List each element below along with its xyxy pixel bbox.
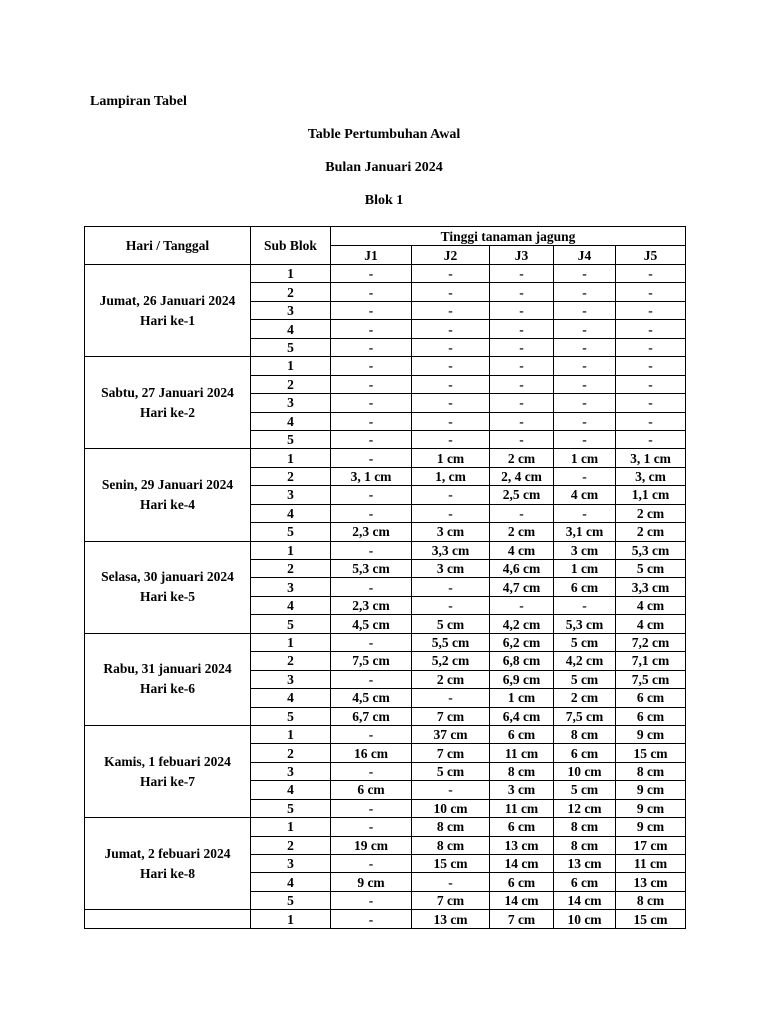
- sub-block-cell: 2: [251, 652, 331, 670]
- sub-block-cell: 3: [251, 670, 331, 688]
- col-header-day: Hari / Tanggal: [85, 227, 251, 265]
- sub-block-cell: 2: [251, 836, 331, 854]
- height-cell: -: [554, 467, 616, 485]
- day-cell: [85, 725, 251, 817]
- sub-block-cell: 1: [251, 541, 331, 559]
- height-cell: 14 cm: [490, 891, 554, 909]
- height-cell: -: [331, 891, 412, 909]
- height-cell: 6 cm: [490, 873, 554, 891]
- day-cell: [85, 541, 251, 633]
- height-cell: -: [412, 394, 490, 412]
- height-cell: 7,5 cm: [331, 652, 412, 670]
- height-cell: 6 cm: [490, 818, 554, 836]
- height-cell: -: [412, 689, 490, 707]
- height-cell: -: [412, 320, 490, 338]
- height-cell: 5 cm: [412, 615, 490, 633]
- height-cell: 2,3 cm: [331, 523, 412, 541]
- height-cell: 6,7 cm: [331, 707, 412, 725]
- day-number: Hari ke-1: [139, 312, 196, 328]
- height-cell: 2 cm: [554, 689, 616, 707]
- table-title: Table Pertumbuhan Awal: [307, 127, 461, 142]
- height-cell: 14 cm: [554, 891, 616, 909]
- table-row: [85, 541, 686, 559]
- height-cell: 6,8 cm: [490, 652, 554, 670]
- day-date: Selasa, 30 januari 2024: [101, 569, 234, 585]
- day-date: Sabtu, 27 Januari 2024: [101, 384, 234, 400]
- height-cell: 19 cm: [331, 836, 412, 854]
- height-cell: 3,1 cm: [554, 523, 616, 541]
- height-cell: 7,2 cm: [616, 633, 686, 651]
- height-cell: 7,5 cm: [554, 707, 616, 725]
- table-row: [85, 633, 686, 651]
- height-cell: -: [331, 725, 412, 743]
- day-cell: [85, 449, 251, 541]
- height-cell: 7,1 cm: [616, 652, 686, 670]
- height-cell: 5 cm: [554, 633, 616, 651]
- height-cell: -: [554, 320, 616, 338]
- height-cell: -: [490, 265, 554, 283]
- height-cell: -: [490, 338, 554, 356]
- height-cell: 2, 4 cm: [490, 467, 554, 485]
- sub-block-cell: 1: [251, 449, 331, 467]
- height-cell: 4 cm: [554, 486, 616, 504]
- sub-block-cell: 2: [251, 744, 331, 762]
- height-cell: 4 cm: [490, 541, 554, 559]
- table-row: [85, 725, 686, 743]
- height-cell: -: [331, 320, 412, 338]
- height-cell: 2 cm: [616, 504, 686, 522]
- height-cell: 8 cm: [554, 818, 616, 836]
- height-cell: -: [412, 265, 490, 283]
- height-cell: -: [331, 541, 412, 559]
- table-block: Blok 1: [364, 193, 404, 208]
- day-cell: [85, 910, 251, 928]
- height-cell: 15 cm: [616, 744, 686, 762]
- height-cell: 6 cm: [554, 873, 616, 891]
- height-cell: -: [616, 375, 686, 393]
- height-cell: -: [554, 394, 616, 412]
- height-cell: -: [490, 394, 554, 412]
- height-cell: 3 cm: [412, 560, 490, 578]
- height-cell: -: [412, 283, 490, 301]
- height-cell: -: [412, 504, 490, 522]
- height-cell: 6 cm: [331, 781, 412, 799]
- day-cell: [85, 818, 251, 910]
- height-cell: 3 cm: [490, 781, 554, 799]
- day-date: Senin, 29 Januari 2024: [101, 476, 234, 492]
- height-cell: 4,6 cm: [490, 560, 554, 578]
- sub-block-cell: 5: [251, 430, 331, 448]
- height-cell: 2 cm: [412, 670, 490, 688]
- height-cell: -: [616, 283, 686, 301]
- height-cell: -: [554, 596, 616, 614]
- height-cell: 7,5 cm: [616, 670, 686, 688]
- height-cell: -: [616, 320, 686, 338]
- sub-block-cell: 2: [251, 560, 331, 578]
- col-header-plant-height: Tinggi tanaman jagung: [331, 227, 686, 246]
- height-cell: 9 cm: [616, 799, 686, 817]
- table-body: [85, 265, 686, 929]
- height-cell: -: [331, 818, 412, 836]
- table-month: Bulan Januari 2024: [325, 160, 443, 175]
- height-cell: 5 cm: [554, 670, 616, 688]
- height-cell: -: [331, 855, 412, 873]
- height-cell: 8 cm: [412, 836, 490, 854]
- height-cell: -: [490, 430, 554, 448]
- height-cell: 3, 1 cm: [616, 449, 686, 467]
- height-cell: 6 cm: [490, 725, 554, 743]
- height-cell: -: [331, 430, 412, 448]
- height-cell: -: [412, 375, 490, 393]
- table-row: [85, 265, 686, 283]
- height-cell: 2 cm: [490, 449, 554, 467]
- height-cell: -: [616, 430, 686, 448]
- height-cell: 9 cm: [331, 873, 412, 891]
- height-cell: 3, cm: [616, 467, 686, 485]
- height-cell: 3,3 cm: [412, 541, 490, 559]
- height-cell: 1 cm: [412, 449, 490, 467]
- height-cell: 4,7 cm: [490, 578, 554, 596]
- height-cell: 6,4 cm: [490, 707, 554, 725]
- height-cell: 12 cm: [554, 799, 616, 817]
- sub-block-cell: 1: [251, 910, 331, 928]
- height-cell: 7 cm: [490, 910, 554, 928]
- height-cell: 8 cm: [554, 725, 616, 743]
- height-cell: 5,2 cm: [412, 652, 490, 670]
- height-cell: 16 cm: [331, 744, 412, 762]
- col-header-plant: J2: [412, 246, 490, 265]
- height-cell: 15 cm: [616, 910, 686, 928]
- height-cell: 6 cm: [616, 689, 686, 707]
- sub-block-cell: 2: [251, 283, 331, 301]
- sub-block-cell: 2: [251, 467, 331, 485]
- day-date: Kamis, 1 febuari 2024: [104, 753, 231, 769]
- height-cell: 7 cm: [412, 891, 490, 909]
- col-header-sub-block: Sub Blok: [251, 227, 331, 265]
- height-cell: -: [412, 781, 490, 799]
- height-cell: -: [554, 338, 616, 356]
- height-cell: 4,5 cm: [331, 615, 412, 633]
- height-cell: -: [616, 265, 686, 283]
- height-cell: 9 cm: [616, 818, 686, 836]
- sub-block-cell: 3: [251, 394, 331, 412]
- height-cell: 1,1 cm: [616, 486, 686, 504]
- height-cell: -: [331, 633, 412, 651]
- sub-block-cell: 3: [251, 578, 331, 596]
- day-cell: [85, 633, 251, 725]
- day-number: Hari ke-5: [139, 589, 196, 605]
- height-cell: -: [331, 799, 412, 817]
- sub-block-cell: 1: [251, 633, 331, 651]
- height-cell: 10 cm: [554, 762, 616, 780]
- day-date: Rabu, 31 januari 2024: [103, 661, 232, 677]
- height-cell: -: [331, 762, 412, 780]
- day-cell: [85, 265, 251, 357]
- height-cell: -: [616, 338, 686, 356]
- height-cell: -: [331, 670, 412, 688]
- sub-block-cell: 4: [251, 781, 331, 799]
- height-cell: 6 cm: [554, 744, 616, 762]
- height-cell: -: [490, 375, 554, 393]
- height-cell: 4,2 cm: [490, 615, 554, 633]
- height-cell: 8 cm: [616, 762, 686, 780]
- height-cell: 3 cm: [554, 541, 616, 559]
- table-row: [85, 910, 686, 928]
- height-cell: -: [412, 486, 490, 504]
- height-cell: -: [490, 412, 554, 430]
- height-cell: 8 cm: [412, 818, 490, 836]
- height-cell: -: [412, 578, 490, 596]
- height-cell: -: [331, 578, 412, 596]
- height-cell: -: [554, 504, 616, 522]
- height-cell: -: [412, 301, 490, 319]
- sub-block-cell: 4: [251, 596, 331, 614]
- height-cell: 2 cm: [490, 523, 554, 541]
- day-number: Hari ke-7: [139, 773, 196, 789]
- height-cell: 11 cm: [490, 799, 554, 817]
- height-cell: 1, cm: [412, 467, 490, 485]
- day-date: Jumat, 2 febuari 2024: [104, 845, 231, 861]
- height-cell: 17 cm: [616, 836, 686, 854]
- sub-block-cell: 5: [251, 338, 331, 356]
- height-cell: 8 cm: [616, 891, 686, 909]
- sub-block-cell: 3: [251, 855, 331, 873]
- height-cell: 7 cm: [412, 707, 490, 725]
- day-number: Hari ke-2: [139, 404, 196, 420]
- header-row: [85, 227, 686, 246]
- height-cell: 4 cm: [616, 596, 686, 614]
- height-cell: -: [412, 338, 490, 356]
- sub-block-cell: 5: [251, 799, 331, 817]
- col-header-plant: J1: [331, 246, 412, 265]
- height-cell: 13 cm: [616, 873, 686, 891]
- height-cell: 1 cm: [554, 560, 616, 578]
- height-cell: -: [554, 265, 616, 283]
- sub-block-cell: 5: [251, 707, 331, 725]
- height-cell: -: [554, 430, 616, 448]
- height-cell: 5 cm: [554, 781, 616, 799]
- height-cell: -: [490, 504, 554, 522]
- height-cell: 1 cm: [554, 449, 616, 467]
- height-cell: 4 cm: [616, 615, 686, 633]
- height-cell: 9 cm: [616, 725, 686, 743]
- height-cell: -: [616, 301, 686, 319]
- height-cell: 5,3 cm: [554, 615, 616, 633]
- table-row: [85, 357, 686, 375]
- height-cell: 2,5 cm: [490, 486, 554, 504]
- height-cell: -: [554, 357, 616, 375]
- height-cell: 37 cm: [412, 725, 490, 743]
- sub-block-cell: 4: [251, 412, 331, 430]
- height-cell: 6,2 cm: [490, 633, 554, 651]
- height-cell: 5 cm: [616, 560, 686, 578]
- height-cell: 6,9 cm: [490, 670, 554, 688]
- height-cell: 14 cm: [490, 855, 554, 873]
- height-cell: 13 cm: [554, 855, 616, 873]
- height-cell: -: [331, 394, 412, 412]
- height-cell: -: [490, 596, 554, 614]
- sub-block-cell: 3: [251, 486, 331, 504]
- height-cell: 5 cm: [412, 762, 490, 780]
- col-header-plant: J4: [554, 246, 616, 265]
- height-cell: -: [554, 283, 616, 301]
- height-cell: -: [412, 596, 490, 614]
- height-cell: 2 cm: [616, 523, 686, 541]
- height-cell: -: [412, 430, 490, 448]
- sub-block-cell: 1: [251, 818, 331, 836]
- sub-block-cell: 1: [251, 265, 331, 283]
- height-cell: 5,3 cm: [616, 541, 686, 559]
- height-cell: 15 cm: [412, 855, 490, 873]
- sub-block-cell: 1: [251, 357, 331, 375]
- height-cell: -: [331, 412, 412, 430]
- height-cell: 9 cm: [616, 781, 686, 799]
- height-cell: -: [490, 283, 554, 301]
- appendix-heading: Lampiran Tabel: [90, 94, 187, 109]
- height-cell: 13 cm: [490, 836, 554, 854]
- sub-block-cell: 2: [251, 375, 331, 393]
- height-cell: 8 cm: [490, 762, 554, 780]
- height-cell: -: [554, 301, 616, 319]
- height-cell: 10 cm: [412, 799, 490, 817]
- height-cell: -: [331, 357, 412, 375]
- sub-block-cell: 3: [251, 762, 331, 780]
- height-cell: 1 cm: [490, 689, 554, 707]
- height-cell: -: [331, 265, 412, 283]
- height-cell: 3, 1 cm: [331, 467, 412, 485]
- height-cell: 13 cm: [412, 910, 490, 928]
- height-cell: -: [554, 375, 616, 393]
- height-cell: -: [616, 412, 686, 430]
- height-cell: 5,3 cm: [331, 560, 412, 578]
- height-cell: -: [331, 486, 412, 504]
- height-cell: 11 cm: [616, 855, 686, 873]
- height-cell: -: [616, 394, 686, 412]
- height-cell: -: [412, 873, 490, 891]
- sub-block-cell: 5: [251, 615, 331, 633]
- height-cell: -: [331, 910, 412, 928]
- growth-table: [84, 226, 686, 929]
- sub-block-cell: 5: [251, 523, 331, 541]
- height-cell: 3 cm: [412, 523, 490, 541]
- height-cell: -: [331, 504, 412, 522]
- height-cell: 5,5 cm: [412, 633, 490, 651]
- height-cell: -: [331, 338, 412, 356]
- col-header-plant: J5: [616, 246, 686, 265]
- height-cell: 3,3 cm: [616, 578, 686, 596]
- col-header-plant: J3: [490, 246, 554, 265]
- height-cell: -: [412, 412, 490, 430]
- day-number: Hari ke-8: [139, 865, 196, 881]
- sub-block-cell: 4: [251, 320, 331, 338]
- height-cell: -: [554, 412, 616, 430]
- height-cell: -: [412, 357, 490, 375]
- day-cell: [85, 357, 251, 449]
- table-row: [85, 818, 686, 836]
- table-row: [85, 449, 686, 467]
- height-cell: -: [490, 301, 554, 319]
- height-cell: 2,3 cm: [331, 596, 412, 614]
- height-cell: -: [490, 357, 554, 375]
- height-cell: 4,2 cm: [554, 652, 616, 670]
- day-date: Jumat, 26 Januari 2024: [99, 292, 236, 308]
- sub-block-cell: 4: [251, 689, 331, 707]
- height-cell: 6 cm: [616, 707, 686, 725]
- sub-block-cell: 3: [251, 301, 331, 319]
- day-number: Hari ke-6: [139, 681, 196, 697]
- height-cell: 10 cm: [554, 910, 616, 928]
- day-number: Hari ke-4: [139, 496, 196, 512]
- height-cell: 7 cm: [412, 744, 490, 762]
- sub-block-cell: 1: [251, 725, 331, 743]
- height-cell: 8 cm: [554, 836, 616, 854]
- height-cell: -: [331, 375, 412, 393]
- sub-block-cell: 4: [251, 504, 331, 522]
- height-cell: -: [616, 357, 686, 375]
- height-cell: -: [331, 301, 412, 319]
- height-cell: 11 cm: [490, 744, 554, 762]
- sub-block-cell: 5: [251, 891, 331, 909]
- height-cell: 4,5 cm: [331, 689, 412, 707]
- sub-block-cell: 4: [251, 873, 331, 891]
- height-cell: 6 cm: [554, 578, 616, 596]
- height-cell: -: [331, 283, 412, 301]
- height-cell: -: [331, 449, 412, 467]
- height-cell: -: [490, 320, 554, 338]
